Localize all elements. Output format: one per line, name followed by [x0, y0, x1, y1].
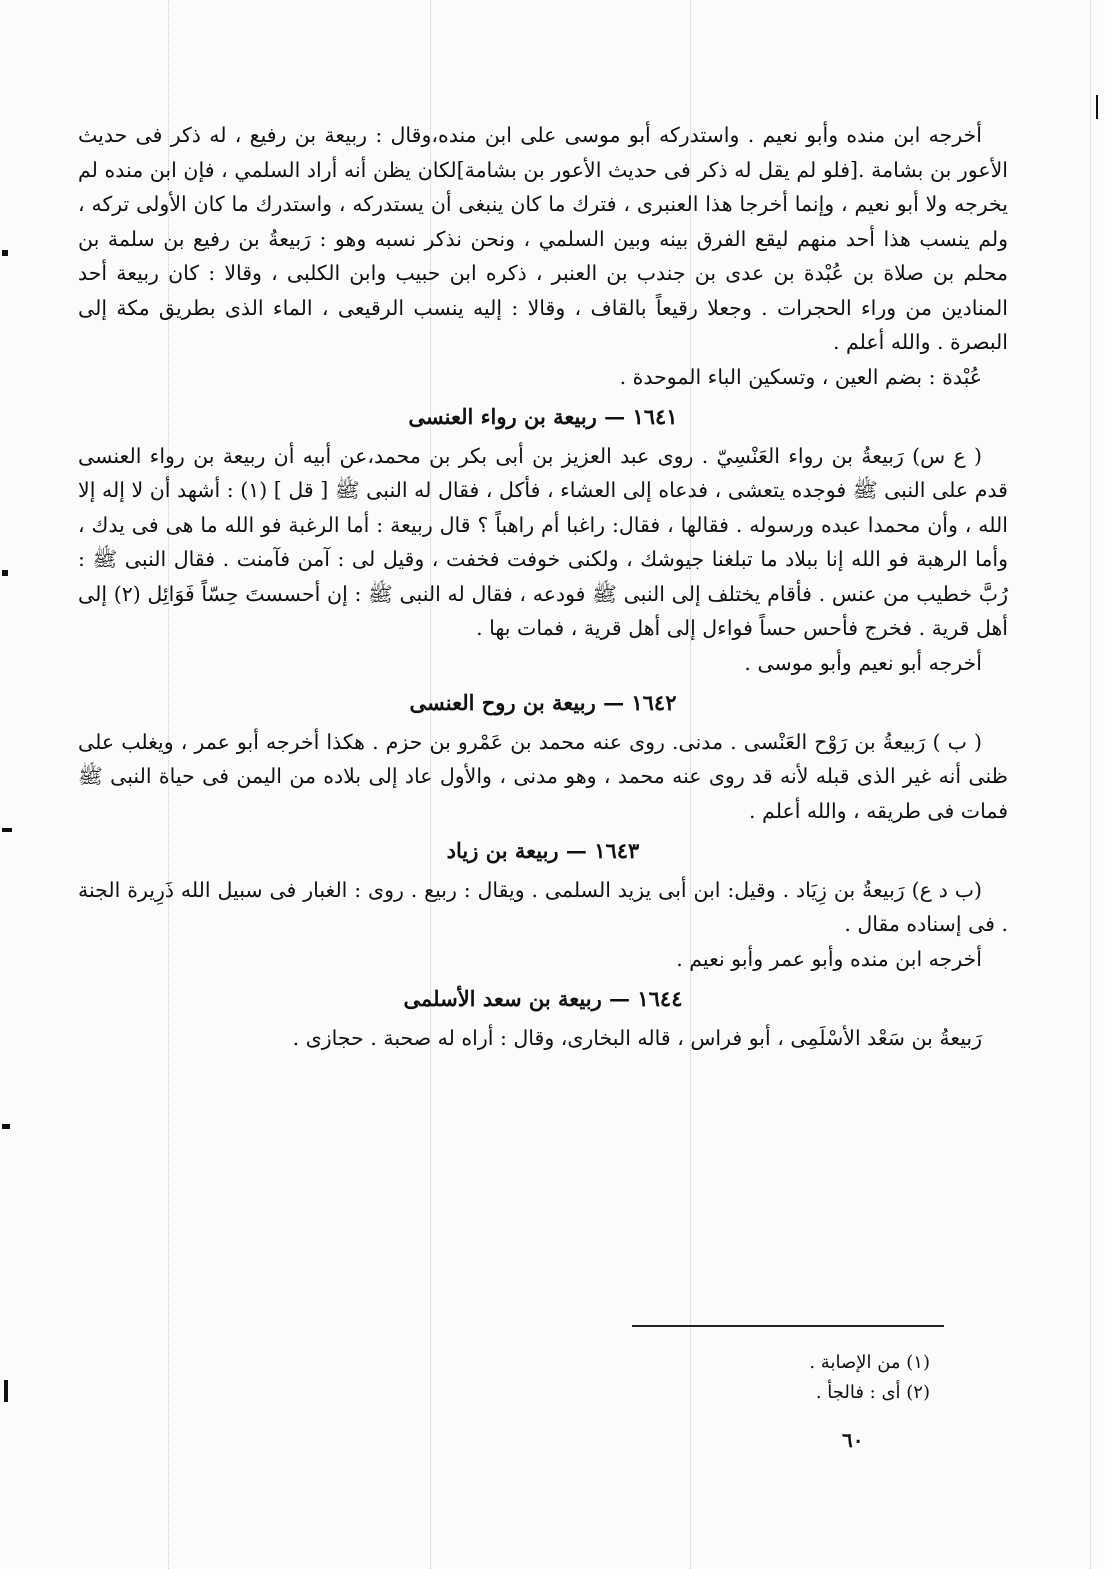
entry-heading-1644: ١٦٤٤ — ربيعة بن سعد الأسلمى	[403, 986, 683, 1011]
scan-mark	[4, 1380, 8, 1402]
main-text	[78, 118, 1008, 1055]
footnote-2: (٢) أى : فالجأ .	[815, 1382, 930, 1403]
scan-dotted-line	[1090, 0, 1091, 1569]
entry-paragraph: رَبيعةُ بن سَعْد الأسْلَمِى ، أبو فراس ، قاله البخارى، وقال : أراه له صحبة . حجازى .	[292, 1025, 982, 1050]
footnote-divider	[632, 1325, 944, 1327]
entry-heading-1641: ١٦٤١ — ربيعة بن رواء العنسى	[408, 404, 678, 429]
intro-paragraph: أخرجه ابن منده وأبو نعيم . واستدركه أبو موسى على ابن منده،وقال : ربيعة بن رفيع ، له ذكر فى حديث الأعور بن بشامة .[فلو لم يقل له ذكر فى حديث الأعور بن بشامة]لكان يظن أنه أراد السلمي ، فإن ابن منده لم يخرجه ولا أبو نعيم ، وإنما أخرجا هذا العنبرى ، فترك ما كان ينبغى أن يستدركه ، واستدرك ما كان الأولى تركه ، ولم ينسب هذا أحد منهم ليقع الفرق بينه وبين السلمي ، ونحن نذكر نسبه وهو : رَبيعةُ بن رفيع بن سلمة بن محلم بن صلاة بن عُبْدة بن عدى بن جندب بن العنبر ، ذكره ابن حبيب وابن الكلبى ، وقالا : كان ربيعة أحد المنادين من وراء الحجرات . وجعلا رقيعاً بالقاف ، وقالا : إليه ينسب الرقيعى ، الماء الذى بطريق مكة إلى البصرة . والله أعلم .	[78, 123, 1008, 354]
scan-mark	[2, 1124, 10, 1129]
scan-mark	[1096, 95, 1098, 119]
entry-source: أخرجه أبو نعيم وأبو موسى .	[744, 650, 982, 675]
entry-heading-1643: ١٦٤٣ — ربيعة بن زياد	[446, 838, 640, 863]
scan-mark	[2, 570, 8, 576]
entry-paragraph: ( ب ) رَبيعةُ بن رَوْح العَنْسى . مدنى. روى عنه محمد بن عَمْرو بن حزم . هكذا أخرجه أبو عمر ، ويغلب على ظنى أنه غير الذى قبله لأنه قد روى عنه محمد ، وهو مدنى ، والأول عاد إلى بلاده من اليمن فى حياة النبى ﷺ فمات فى طريقه ، والله أعلم .	[78, 729, 1008, 823]
entry-heading-1642: ١٦٤٢ — ربيعة بن روح العنسى	[409, 690, 677, 715]
scan-mark	[2, 250, 8, 256]
entry-paragraph: (ب د ع) رَبيعةُ بن زِيَاد . وقيل: ابن أبى يزيد السلمى . ويقال : ربيع . روى : الغبار فى سبيل الله ذَرِيرة الجنة . فى إسناده مقال .	[78, 877, 1008, 936]
entry-paragraph: ( ع س) رَبيعةُ بن رواء العَنْسِيّ . روى عبد العزيز بن أبى بكر بن محمد،عن أبيه أن ربيعة بن رواء العنسى قدم على النبى ﷺ فوجده يتعشى ، فدعاه إلى العشاء ، فأكل ، فقال له النبى ﷺ [ قل ] (١) : أشهد أن لا إله إلا الله ، وأن محمدا عبده ورسوله . فقالها ، فقال: راغبا أم راهباً ؟ قال ربيعة : أما الرغبة فو الله ما هى فى يدك ، وأما الرهبة فو الله إنا ببلاد ما تبلغنا جيوشك ، ولكنى خوفت فخفت ، وقيل لى : آمن فآمنت . فقال النبى ﷺ : رُبَّ خطيب من عنس . فأقام يختلف إلى النبى ﷺ فودعه ، فقال له النبى ﷺ : إن أحسستَ حِسّاً فَوَائِل (٢) إلى أهل قرية . فخرج فأحس حساً فواءل إلى أهل قرية ، فمات بها .	[78, 443, 1008, 640]
intro-note: عُبْدة : بضم العين ، وتسكين الباء الموحدة .	[619, 364, 982, 389]
page-number: ٦٠	[842, 1428, 864, 1452]
scan-mark	[2, 828, 12, 832]
footnote-1: (١) من الإصابة .	[809, 1352, 930, 1373]
entry-source: أخرجه ابن منده وأبو عمر وأبو نعيم .	[676, 946, 982, 971]
footnotes	[600, 1348, 930, 1408]
